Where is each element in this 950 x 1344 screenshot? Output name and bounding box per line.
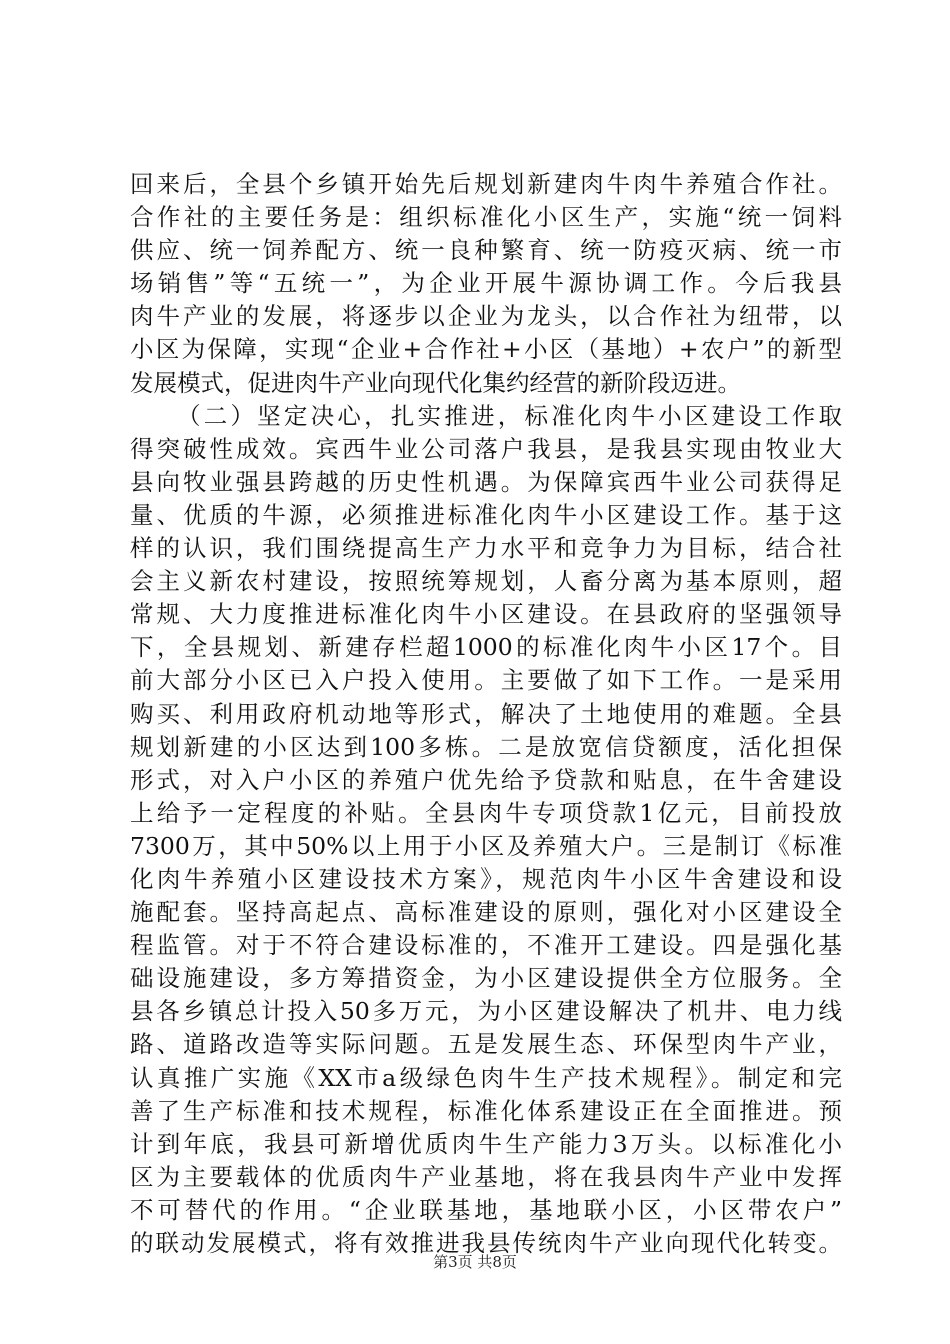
- text-line: 前大部分小区已入户投入使用。主要做了如下工作。一是采用: [130, 666, 842, 695]
- text-line: 规划新建的小区达到100多栋。二是放宽信贷额度，活化担保: [130, 732, 842, 761]
- text-line: 小区为保障，实现“企业+合作社+小区（基地）+农户”的新型: [130, 335, 842, 364]
- text-line: 化肉牛养殖小区建设技术方案》，规范肉牛小区牛舍建设和设: [130, 864, 842, 893]
- text-line: 合作社的主要任务是：组织标准化小区生产，实施“统一饲料: [130, 203, 842, 232]
- text-line: 县向牧业强县跨越的历史性机遇。为保障宾西牛业公司获得足: [130, 467, 842, 496]
- text-line: 区为主要载体的优质肉牛产业基地，将在我县肉牛产业中发挥: [130, 1162, 842, 1191]
- text-line: 施配套。坚持高起点、高标准建设的原则，强化对小区建设全: [130, 898, 842, 927]
- text-line: 善了生产标准和技术规程，标准化体系建设正在全面推进。预: [130, 1096, 842, 1125]
- text-line: 发展模式，促进肉牛产业向现代化集约经营的新阶段迈进。: [130, 368, 741, 397]
- text-line: 不可替代的作用。“企业联基地，基地联小区，小区带农户”: [130, 1195, 842, 1224]
- text-line: 样的认识，我们围绕提高生产力水平和竞争力为目标，结合社: [130, 534, 842, 563]
- section-heading-line: （二）坚定决心，扎实推进，标准化肉牛小区建设工作取: [177, 401, 842, 430]
- text-line: 得突破性成效。宾西牛业公司落户我县，是我县实现由牧业大: [130, 434, 842, 463]
- text-line: 7300万，其中50%以上用于小区及养殖大户。三是制订《标准: [130, 831, 842, 860]
- text-line: 程监管。对于不符合建设标准的，不准开工建设。四是强化基: [130, 931, 842, 960]
- text-line: 上给予一定程度的补贴。全县肉牛专项贷款1亿元，目前投放: [130, 798, 842, 827]
- text-line: 础设施建设，多方筹措资金，为小区建设提供全方位服务。全: [130, 964, 842, 993]
- page-number-footer: 第3页 共8页: [433, 1253, 517, 1271]
- text-line: 会主义新农村建设，按照统筹规划，人畜分离为基本原则，超: [130, 567, 842, 596]
- text-line: 路、道路改造等实际问题。五是发展生态、环保型肉牛产业，: [130, 1030, 842, 1059]
- text-line: 量、优质的牛源，必须推进标准化肉牛小区建设工作。基于这: [130, 500, 842, 529]
- text-line: 肉牛产业的发展，将逐步以企业为龙头，以合作社为纽带，以: [130, 302, 842, 331]
- text-line: 场销售”等“五统一”，为企业开展牛源协调工作。今后我县: [130, 269, 842, 298]
- text-line: 回来后，全县个乡镇开始先后规划新建肉牛肉牛养殖合作社。: [130, 170, 842, 198]
- document-body: [130, 168, 842, 1260]
- text-line: 下，全县规划、新建存栏超1000的标准化肉牛小区17个。目: [130, 633, 842, 662]
- text-line: 的联动发展模式，将有效推进我县传统肉牛产业向现代化转变。: [130, 1229, 842, 1257]
- text-line: 认真推广实施《XX市a级绿色肉牛生产技术规程》。制定和完: [130, 1063, 842, 1092]
- text-line: 形式，对入户小区的养殖户优先给予贷款和贴息，在牛舍建设: [130, 765, 842, 794]
- text-line: 县各乡镇总计投入50多万元，为小区建设解决了机井、电力线: [130, 997, 842, 1026]
- text-line: 常规、大力度推进标准化肉牛小区建设。在县政府的坚强领导: [130, 600, 842, 629]
- text-line: 计到年底，我县可新增优质肉牛生产能力3万头。以标准化小: [130, 1129, 842, 1158]
- text-line: 购买、利用政府机动地等形式，解决了土地使用的难题。全县: [130, 699, 842, 728]
- text-line: 供应、统一饲养配方、统一良种繁育、统一防疫灭病、统一市: [130, 236, 842, 265]
